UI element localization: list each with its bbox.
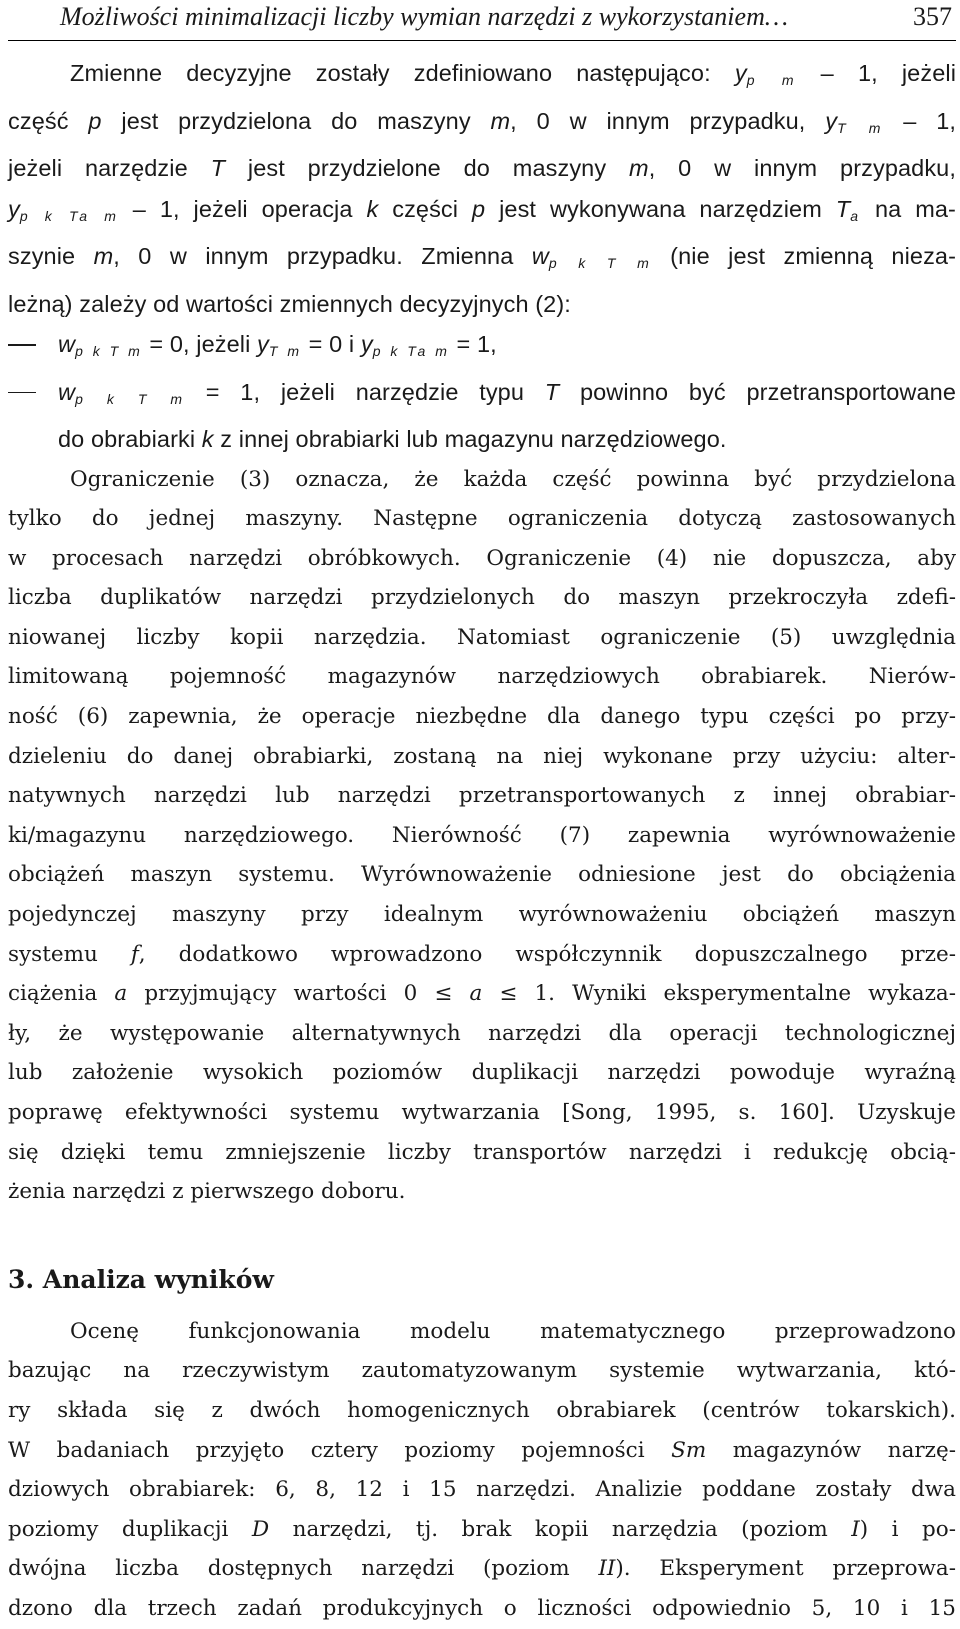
paragraph-variables — [8, 53, 956, 324]
text-line: jeżeli narzędzie T jest przydzielone do maszyny m, 0 w innym przypadku, — [8, 155, 956, 181]
text-line: szynie m, 0 w innym przypadku. Zmienna $w_{p k T m}$ (nie jest zmienną nieza- — [8, 243, 957, 271]
text-line: część p jest przydzielona do maszyny m, 0 w innym przypadku, $y_{T m} - 1$, — [8, 107, 956, 136]
text-line: dziowych obrabiarek: 6, 8, 12 i 15 narzędzi. Analizie poddane zostały dwa — [8, 1477, 956, 1503]
running-head-title: Możliwości minimalizacji liczby wymian narzędzi z wykorzystaniem… — [60, 2, 788, 31]
text-line: się dzięki temu zmniejszenie liczby transportów narzędzi i redukcję obcią- — [8, 1139, 956, 1165]
text-line: $y_{p k Ta m} - 1$, jeżeli operacja k części p jest wykonywana narzędziem $T_a$ na ma- — [8, 195, 956, 224]
text-line: ły, że występowanie alternatywnych narzędzi dla operacji technologicznej — [8, 1020, 956, 1046]
text-line: Ocenę funkcjonowania modelu matematycznego przeprowadzono — [70, 1318, 956, 1344]
paragraph-results — [8, 1312, 956, 1629]
page-number: 357 — [913, 2, 952, 31]
dash-bullet — [8, 392, 36, 394]
text-line: natywnych narzędzi lub narzędzi przetransportowanych z innej obrabiar- — [8, 783, 956, 809]
paragraph-constraints — [8, 460, 956, 1212]
text-line: żenia narzędzi z pierwszego doboru. — [8, 1179, 406, 1205]
text-line: leżną) zależy od wartości zmiennych decyzyjnych (2): — [8, 290, 571, 317]
definition-list — [8, 324, 956, 460]
text-line: poprawę efektywności systemu wytwarzania [Song, 1995, s. 160]. Uzyskuje — [8, 1100, 956, 1125]
text-line: dwójna liczba dostępnych narzędzi (poziom II). Eksperyment przeprowa- — [8, 1556, 957, 1582]
text-line: obciążeń maszyn systemu. Wyrównoważenie odniesione jest do obciążenia — [8, 862, 956, 888]
text-line: limitowaną pojemność magazynów narzędziowych obrabiarek. Nierów- — [8, 664, 956, 690]
list-item-continuation: do obrabiarki k z innej obrabiarki lub magazynu narzędziowego. — [58, 426, 727, 452]
text-line: lub założenie wysokich poziomów duplikacji narzędzi powoduje wyraźną — [8, 1060, 956, 1086]
text-line: dzieleniu do danej obrabiarki, zostaną na niej wykonane przy użyciu: alter- — [8, 743, 956, 769]
text-line: niowanej liczby kopii narzędzia. Natomiast ograniczenie (5) uwzględnia — [8, 624, 956, 650]
text-line: ry składa się z dwóch homogenicznych obrabiarek (centrów tokarskich). — [8, 1397, 956, 1423]
text-line: Zmienne decyzyjne zostały zdefiniowano następująco: $y_{p m} - 1$, jeżeli — [70, 60, 957, 88]
list-item: $w_{p k T m} = 1$, jeżeli narzędzie typu T powinno być przetransportowane — [8, 372, 956, 420]
text-line: dzono dla trzech zadań produkcyjnych o liczności odpowiednio 5, 10 i 15 — [8, 1595, 956, 1621]
text-line: systemu f, dodatkowo wprowadzono współczynnik dopuszczalnego prze- — [8, 941, 956, 967]
text-line: ność (6) zapewnia, że operacje niezbędne dla danego typu części po przy- — [8, 704, 956, 730]
text-line: tylko do jednej maszyny. Następne ograniczenia dotyczą zastosowanych — [8, 506, 956, 532]
list-item: $w_{p k T m} = 0$, jeżeli $y_{T m} = 0$ i $y_{p k Ta m} = 1$, — [8, 324, 956, 372]
text-line: Ograniczenie (3) oznacza, że każda część powinna być przydzielona — [70, 466, 956, 492]
dash-bullet — [8, 344, 36, 346]
text-line: W badaniach przyjęto cztery poziomy pojemności Sm magazynów narzę- — [8, 1437, 956, 1463]
body-text — [8, 53, 956, 1629]
text-line: pojedynczej maszyny przy idealnym wyrównoważeniu obciążeń maszyn — [8, 902, 956, 928]
text-line: bazując na rzeczywistym zautomatyzowanym systemie wytwarzania, któ- — [8, 1358, 956, 1384]
running-head — [8, 0, 956, 41]
text-line: liczba duplikatów narzędzi przydzielonych do maszyn przekroczyła zdefi- — [8, 585, 956, 611]
text-line: w procesach narzędzi obróbkowych. Ograniczenie (4) nie dopuszcza, aby — [8, 545, 956, 571]
text-line: poziomy duplikacji D narzędzi, tj. brak kopii narzędzia (poziom I) i po- — [8, 1516, 957, 1542]
section-heading: 3. Analiza wyników — [8, 1264, 274, 1294]
text-line: ciążenia a przyjmujący wartości 0 ≤ a ≤ 1. Wyniki eksperymentalne wykaza- — [8, 981, 956, 1007]
text-line: ki/magazynu narzędziowego. Nierówność (7) zapewnia wyrównoważenie — [8, 822, 956, 848]
